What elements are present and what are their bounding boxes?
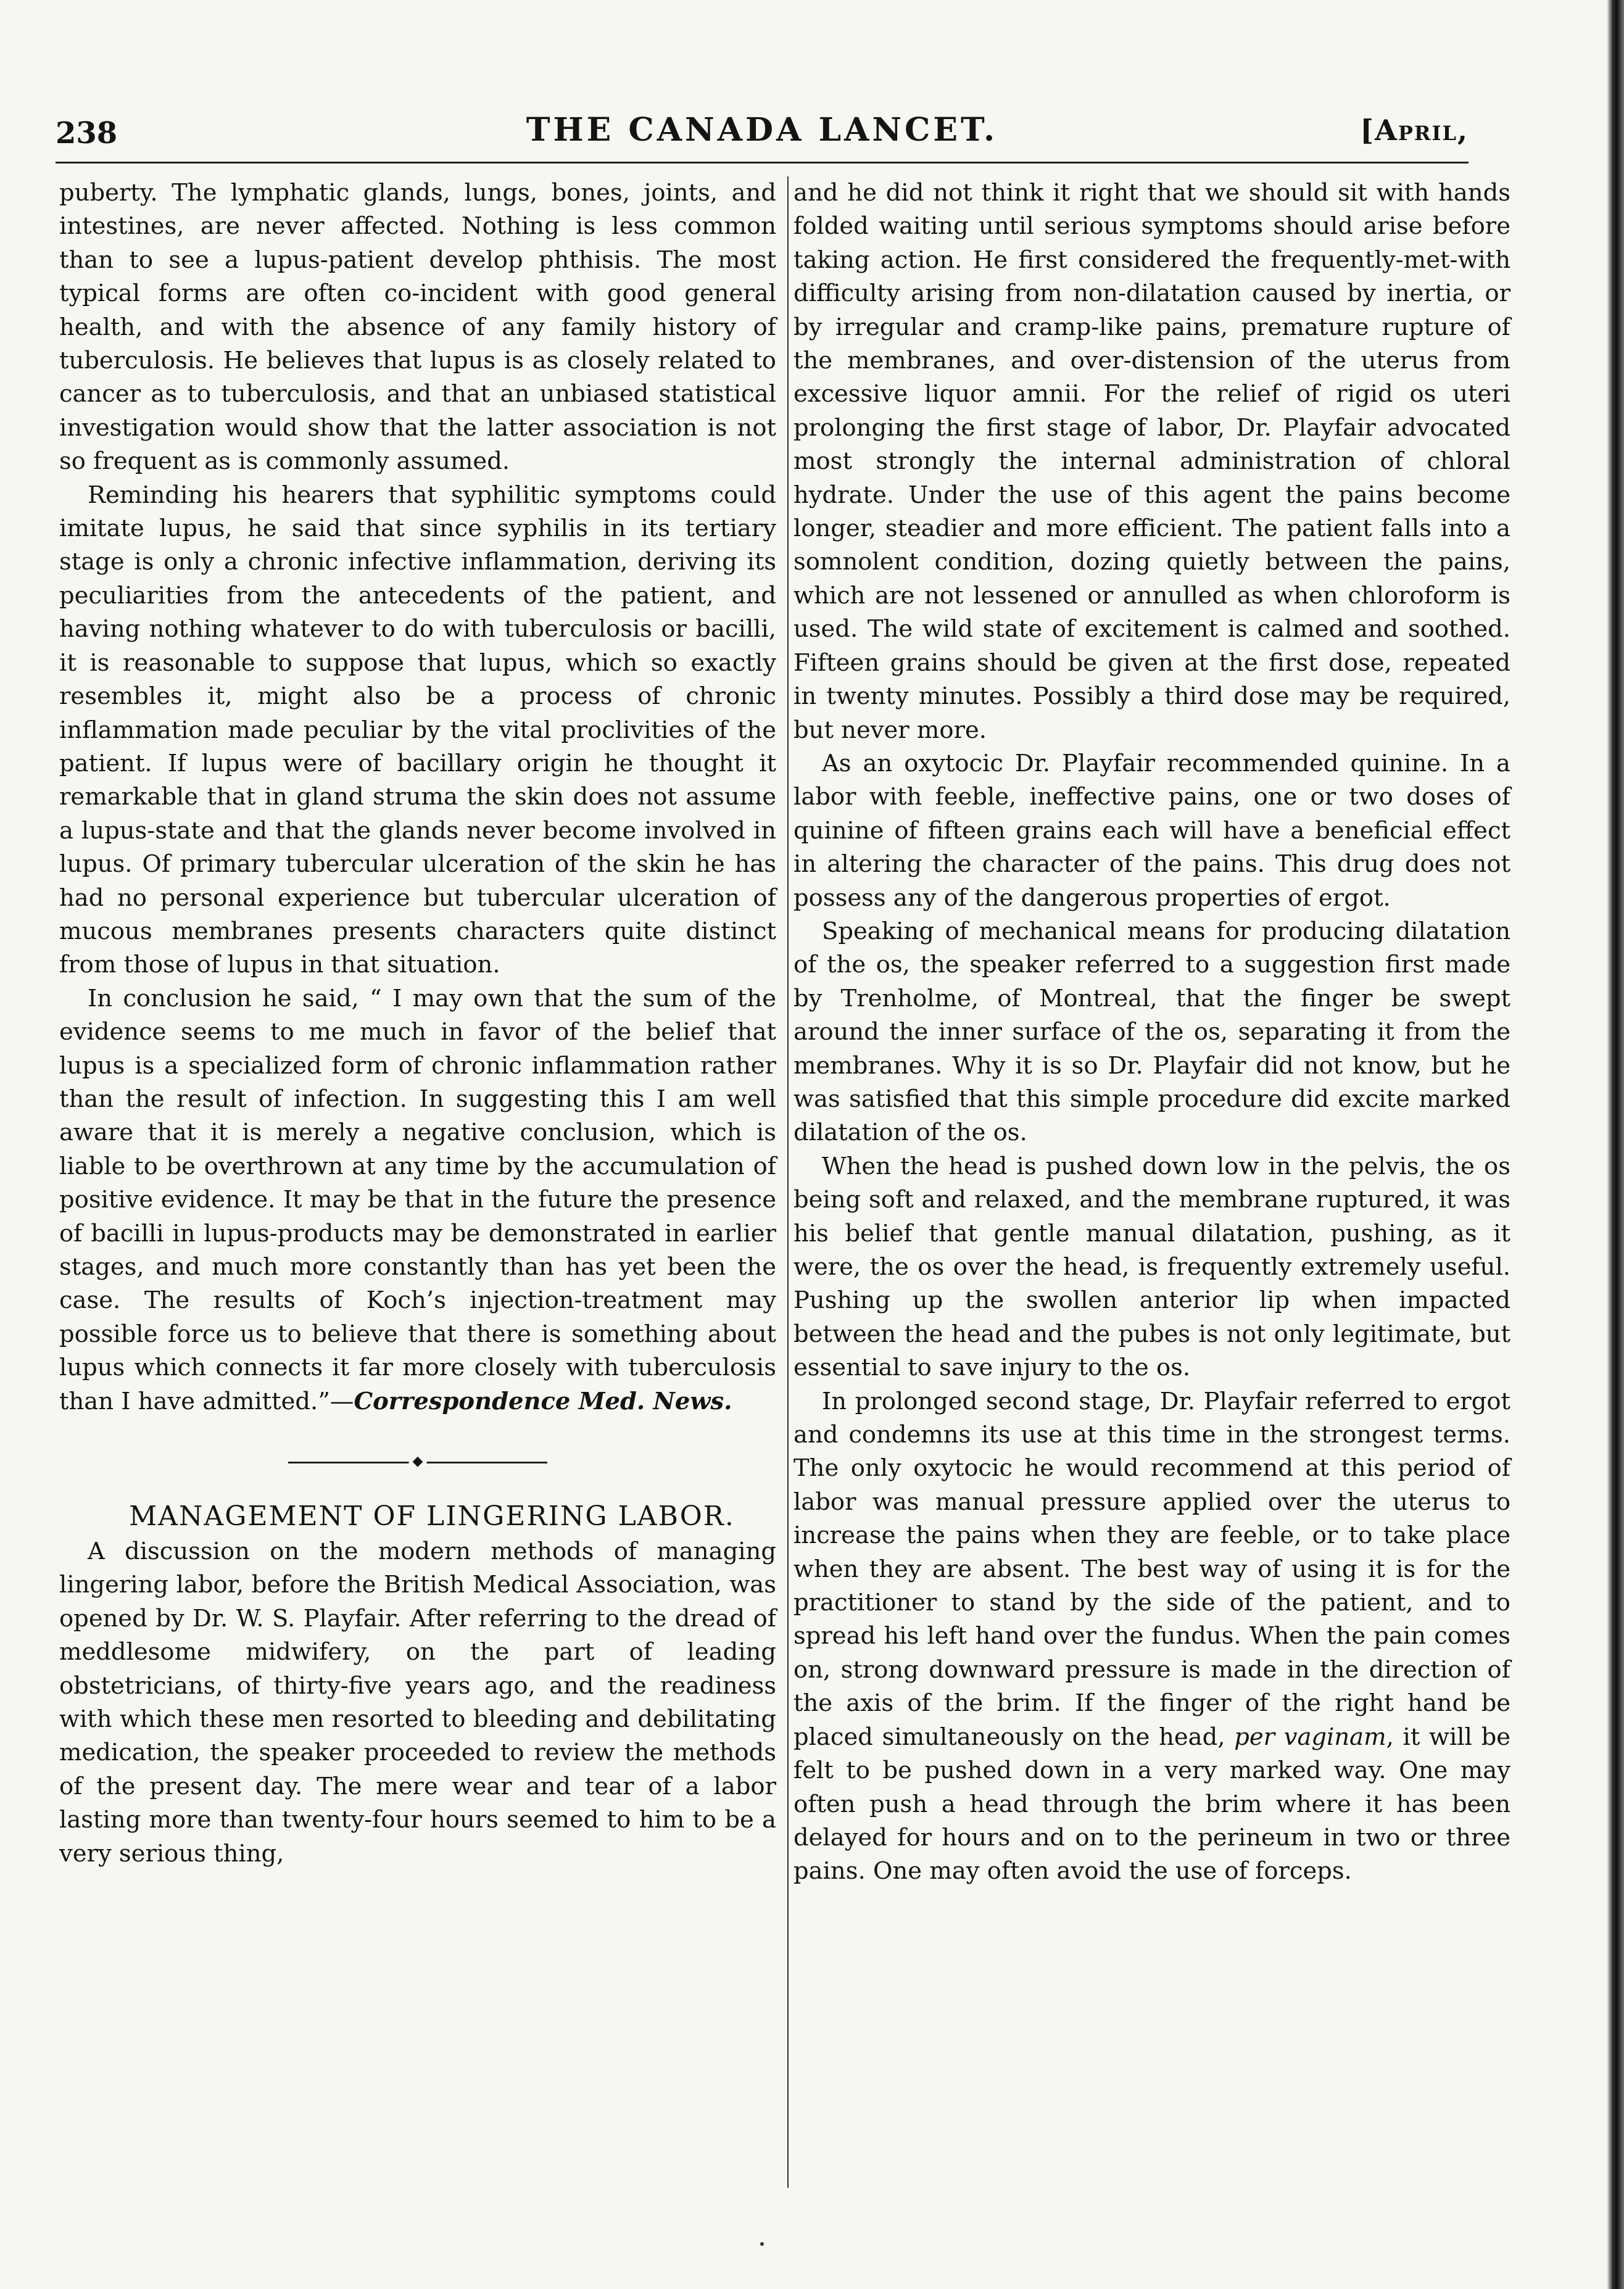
left-paragraph-1: puberty. The lymphatic glands, lungs, bones, joints, and intestines, are never affected. Nothing is less common than to see a lupus-patient develop phthisis. The most typical forms are often co-incident with good general health, and with the absence of any family history of tuberculosis. He believes that lupus is as closely related to cancer as to tuberculosis, and that an unbiased statistical investigation would show that the latter association is not so frequent as is commonly assumed. xyxy=(59,179,776,476)
right-paragraph-5-end: , it will be felt to be pushed down in a very marked way. One may often push a head through the brim where it has been delayed for hours and on to the perineum in two or three pains. One may often avoid the use of forceps. xyxy=(793,1723,1511,1885)
right-paragraph-3: Speaking of mechanical means for producing dilatation of the os, the speaker referred to a suggestion first made by Trenholme, of Montreal, that the finger be swept around the inner surface of the os, separating it from the membranes. Why it is so Dr. Playfair did not know, but he was satisfied that this simple procedure did excite marked dilatation of the os. xyxy=(793,917,1510,1147)
citation: Correspondence Med. News. xyxy=(354,1387,732,1415)
page-header xyxy=(56,111,1469,160)
left-column xyxy=(59,176,776,1871)
issue-month: [April, xyxy=(1360,114,1469,147)
latin-phrase: per vaginam xyxy=(1234,1723,1386,1751)
left-paragraph-3 xyxy=(59,982,776,1418)
column-divider xyxy=(787,176,789,2188)
right-column xyxy=(793,176,1510,1889)
divider-diamond-icon: ◆ xyxy=(409,1455,427,1468)
print-speck xyxy=(760,2242,764,2246)
right-paragraph-5-start: In prolonged second stage, Dr. Playfair referred to ergot and condemns its use at this time in the strongest terms. The only oxytocic he would recommend at this period of labor was manual pressure applied over the uterus to increase the pains when they are feeble, or to take place when they are absent. The best way of using it is for the practitioner to stand by the side of the patient, and to spread his left hand over the fundus. When the pain comes on, strong downward pressure is made in the direction of the axis of the brim. If the finger of the right hand be placed simultaneously on the head, xyxy=(793,1387,1510,1751)
section-heading: MANAGEMENT OF LINGERING LABOR. xyxy=(129,1500,735,1533)
book-spine-shadow xyxy=(1607,0,1624,2289)
left-paragraph-3-text: In conclusion he said, “ I may own that the sum of the evidence seems to me much in favor of the belief that lupus is a specialized form of chronic inflammation rather than the result of infection. In suggesting this I am well aware that it is merely a negative conclusion, which is liable to be overthrown at any time by the accumulation of positive evidence. It may be that in the future the presence of bacilli in lupus-products may be demonstrated in earlier stages, and much more constantly than has yet been the case. The results of Koch’s injection-treatment may possible force us to believe that there is something about lupus which connects it far more closely with tuberculosis than I have admitted.”— xyxy=(59,984,776,1415)
header-rule xyxy=(56,162,1469,164)
page-number: 238 xyxy=(56,116,118,151)
right-paragraph-2: As an oxytocic Dr. Playfair recommended quinine. In a labor with feeble, ineffective pains, one or two doses of quinine of fifteen grains each will have a beneficial effect in altering the character of the pains. This drug does not possess any of the dangerous properties of ergot. xyxy=(793,749,1510,912)
journal-title: THE CANADA LANCET. xyxy=(526,111,998,149)
left-paragraph-2: Reminding his hearers that syphilitic symptoms could imitate lupus, he said that since syphilis in its tertiary stage is only a chronic infective inflammation, deriving its peculiarities from the antecedents of the patient, and having nothing whatever to do with tuberculosis or bacilli, it is reasonable to suppose that lupus, which so exactly resembles it, might also be a process of chronic inflammation made peculiar by the vital proclivities of the patient. If lupus were of bacillary origin he thought it remarkable that in gland struma the skin does not assume a lupus-state and that the glands never become involved in lupus. Of primary tubercular ulceration of the skin he has had no personal experience but tubercular ulceration of mucous membranes presents characters quite distinct from those of lupus in that situation. xyxy=(59,481,776,979)
right-paragraph-1: and he did not think it right that we should sit with hands folded waiting until serious symptoms should arise before taking action. He first considered the frequently-met-with difficulty arising from non-dilatation caused by inertia, or by irregular and cramp-like pains, premature rupture of the membranes, and over-distension of the uterus from excessive liquor amnii. For the relief of rigid os uteri prolonging the first stage of labor, Dr. Playfair advocated most strongly the internal administration of chloral hydrate. Under the use of this agent the pains become longer, steadier and more efficient. The patient falls into a somnolent condition, dozing quietly between the pains, which are not lessened or annulled as when chloroform is used. The wild state of excitement is calmed and soothed. Fifteen grains should be given at the first dose, repeated in twenty minutes. Possibly a third dose may be required, but never more. xyxy=(793,179,1510,744)
left-paragraph-4: A discussion on the modern methods of managing lingering labor, before the British Medical Association, was opened by Dr. W. S. Playfair. After referring to the dread of meddlesome midwifery, on the part of leading obstetricians, of thirty-five years ago, and the readiness with which these men resorted to bleeding and debilitating medication, the speaker proceeded to review the methods of the present day. The mere wear and tear of a labor lasting more than twenty-four hours seemed to him to be a very serious thing, xyxy=(59,1538,776,1868)
right-paragraph-4: When the head is pushed down low in the pelvis, the os being soft and relaxed, and the membrane ruptured, it was his belief that gentle manual dilatation, pushing, as it were, the os over the head, is frequently extremely useful. Pushing up the swollen anterior lip when impacted between the head and the pubes is not only legitimate, but essential to save injury to the os. xyxy=(793,1152,1510,1382)
right-paragraph-5 xyxy=(793,1385,1510,1889)
section-divider-ornament xyxy=(288,1454,547,1470)
